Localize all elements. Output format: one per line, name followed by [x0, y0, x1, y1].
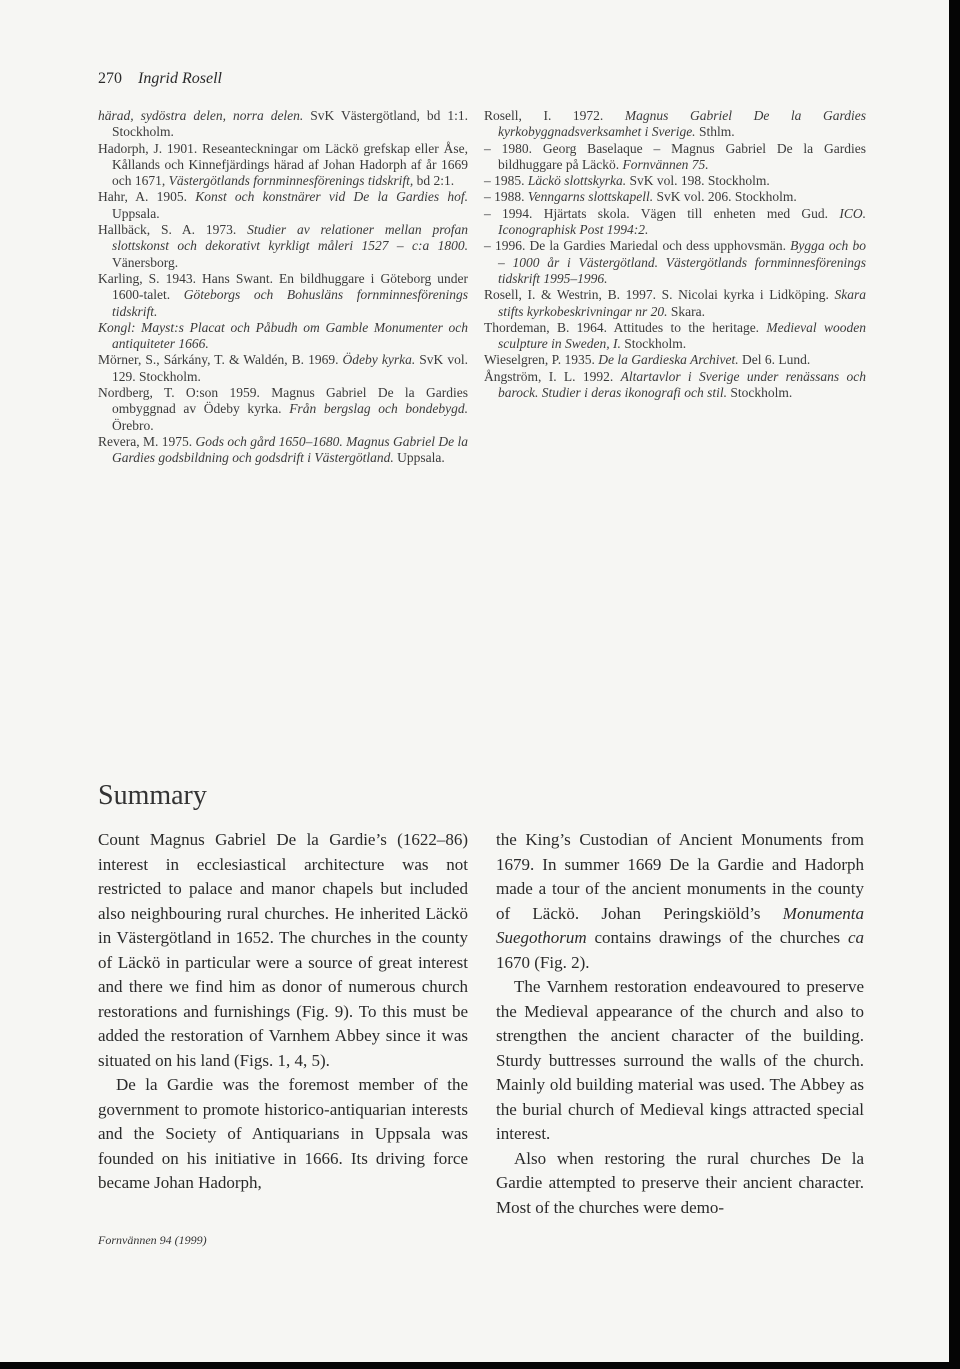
italic-text: Gods och gård 1650–1680. Magnus Gabriel De la Gardies godsbildning och godsdrift i Västergötland. [112, 433, 468, 466]
text-run: Nordberg, T. O:son 1959. Magnus Gabriel De la Gardies ombyggnad av Ödeby kyrka. [98, 385, 468, 417]
italic-text: Ödeby kyrka. [342, 352, 416, 368]
text-run: contains drawings of the churches [586, 928, 848, 947]
references-left-column [98, 108, 468, 467]
text-run: Uppsala. [393, 450, 445, 466]
italic-text: De la Gardieska Archivet. [598, 352, 739, 368]
running-header [98, 70, 222, 88]
text-run: Thordeman, B. 1964. Attitudes to the heritage. [484, 319, 767, 335]
italic-text: Läckö slottskyrka. [527, 173, 627, 189]
summary-heading: Summary [98, 780, 207, 811]
italic-text: ca [847, 928, 864, 947]
italic-text: Fornvännen 75. [622, 156, 709, 172]
italic-text: Västergötlands fornminnesförenings tidskrift, [168, 173, 414, 189]
text-run: SvK vol. 129. Stockholm. [112, 352, 468, 384]
text-run: Revera, M. 1975. [98, 433, 196, 449]
reference-entry [484, 369, 866, 402]
italic-text: Konst och konstnärer vid De la Gardies hof. [195, 189, 469, 205]
summary-paragraph [496, 1147, 864, 1221]
page-number: 270 [98, 70, 122, 87]
italic-text: Monumenta Suegothorum [496, 903, 864, 947]
text-run: Ångström, I. L. 1992. [484, 368, 621, 384]
italic-text: ICO. Iconographisk Post 1994:2. [498, 205, 866, 238]
reference-entry [98, 189, 468, 222]
italic-text: Från bergslag och bondebygd. [289, 401, 468, 417]
text-run: – 1980. Georg Baselaque – Magnus Gabriel De la Gardies bildhuggare på Läckö. [484, 140, 866, 172]
text-run: SvK vol. 206. Stockholm. [653, 189, 797, 205]
reference-entry [484, 189, 866, 205]
italic-text: Skara stifts kyrkobeskrivningar nr 20. [498, 287, 866, 319]
reference-entry [98, 271, 468, 320]
reference-entry [484, 206, 866, 239]
text-run: The Varnhem restoration endeavoured to preserve the Medieval appearance of the church and also to strengthen the ancient character of the building. Sturdy buttresses surround the walls of the church. Mainly old building material was used. The Abbey as the burial church of Medieval kings attracted special interest. [496, 977, 864, 1143]
text-run: – 1988. [484, 189, 528, 205]
reference-entry [484, 287, 866, 320]
text-run: Mörner, S., Sárkány, T. & Waldén, B. 1969. [98, 352, 343, 368]
reference-entry [98, 352, 468, 385]
text-run: bd 2:1. [413, 173, 455, 189]
text-run: SvK Västergötland, bd 1:1. Stockholm. [112, 108, 469, 140]
italic-text: Göteborgs och Bohusläns fornminnesförenings tidskrift. [112, 287, 469, 319]
text-run: De la Gardie was the foremost member of the government to promote historico-antiquarian interests and the Society of Antiquarians in Uppsala was founded on his initiative in 1666. Its driving force became Johan Hadorph, [98, 1075, 468, 1192]
text-run: Hallbäck, S. A. 1973. [98, 222, 248, 238]
text-run: Rosell, I. 1972. [484, 108, 625, 123]
text-run: the King’s Custodian of Ancient Monuments from 1679. In summer 1669 De la Gardie and Hadorph made a tour of the ancient monuments in the county of Läckö. Johan Peringskiöld’s [496, 830, 864, 923]
reference-entry [484, 320, 866, 353]
reference-entry [484, 173, 866, 189]
summary-left-column [98, 828, 468, 1196]
summary-paragraph [496, 828, 864, 975]
reference-entry [98, 320, 468, 353]
text-run: Also when restoring the rural churches De la Gardie attempted to preserve their ancient character. Most of the churches were demo- [496, 1148, 864, 1217]
running-head-author: Ingrid Rosell [138, 70, 222, 87]
text-run: Skara. [667, 303, 705, 319]
journal-footer: Fornvännen 94 (1999) [98, 1233, 207, 1247]
text-run: Wieselgren, P. 1935. [484, 352, 599, 368]
italic-text: Venngarns slottskapell. [527, 189, 654, 205]
text-run: Vänersborg. [112, 254, 179, 270]
summary-paragraph [98, 828, 468, 1073]
italic-text: Kongl: Mayst:s Placat och Påbudh om Gamble Monumenter och antiquiteter 1666. [98, 319, 468, 352]
italic-text: Magnus Gabriel De la Gardies kyrkobyggnadsverksamhet i Sverige. [498, 108, 866, 140]
text-run: Örebro. [112, 417, 154, 433]
reference-entry [98, 141, 468, 190]
reference-entry [98, 385, 468, 434]
text-run: Stockholm. [726, 385, 793, 401]
italic-text: Altartavlor i Sverige under renässans och barock. Studier i deras ikonografi och stil. [498, 368, 866, 401]
italic-text: Studier av relationer mellan profan slottskonst och dekorativt kyrkligt måleri 1527 – c:a 1800. [112, 222, 468, 254]
reference-entry [484, 108, 866, 141]
reference-entry [484, 141, 866, 174]
reference-entry [484, 238, 866, 287]
italic-text: Bygga och bo – 1000 år i Västergötland. Västergötlands fornminnesförenings tidskrift 1995–1996. [498, 238, 866, 286]
reference-entry [98, 222, 468, 271]
text-run: 1670 (Fig. 2). [496, 952, 590, 972]
reference-entry [98, 108, 468, 141]
text-run: – 1985. [484, 173, 528, 189]
text-run: Karling, S. 1943. Hans Swant. En bildhuggare i Göteborg under 1600-talet. [98, 270, 468, 303]
text-run: Stockholm. [620, 336, 687, 352]
text-run: – 1994. Hjärtats skola. Vägen till enheten med Gud. [484, 205, 840, 221]
text-run: SvK vol. 198. Stockholm. [626, 173, 770, 189]
reference-entry [484, 352, 866, 368]
italic-text: härad, sydöstra delen, norra delen. [98, 108, 304, 123]
text-run: Count Magnus Gabriel De la Gardie’s (1622–86) interest in ecclesiastical architecture was not restricted to palace and manor chapels but included also neighbouring rural churches. He inherited Läckö in Västergötland in 1652. The churches in the county of Läckö in particular were a source of great interest and there we find him as donor of numerous church restorations and furnishings (Fig. 9). To this must be added the restoration of Varnhem Abbey since it was situated on his land (Figs. 1, 4, 5). [98, 830, 468, 1070]
text-run: Hahr, A. 1905. [98, 189, 196, 205]
italic-text: Medieval wooden sculpture in Sweden, I. [498, 319, 866, 352]
summary-paragraph [496, 975, 864, 1147]
references-right-column [484, 108, 866, 401]
text-run: Sthlm. [695, 124, 735, 140]
text-run: – 1996. De la Gardies Mariedal och dess upphovsmän. [484, 238, 791, 254]
reference-entry [98, 434, 468, 467]
summary-paragraph [98, 1073, 468, 1196]
text-run: Hadorph, J. 1901. Reseanteckningar om Läckö grefskap eller Åse, Kållands och Kinnefjärdings härad af Johan Hadorph af år 1669 och 1671, [98, 140, 468, 189]
text-run: Uppsala. [112, 205, 160, 221]
summary-right-column [496, 828, 864, 1220]
text-run: Del 6. Lund. [738, 352, 811, 368]
text-run: Rosell, I. & Westrin, B. 1997. S. Nicolai kyrka i Lidköping. [484, 287, 835, 303]
